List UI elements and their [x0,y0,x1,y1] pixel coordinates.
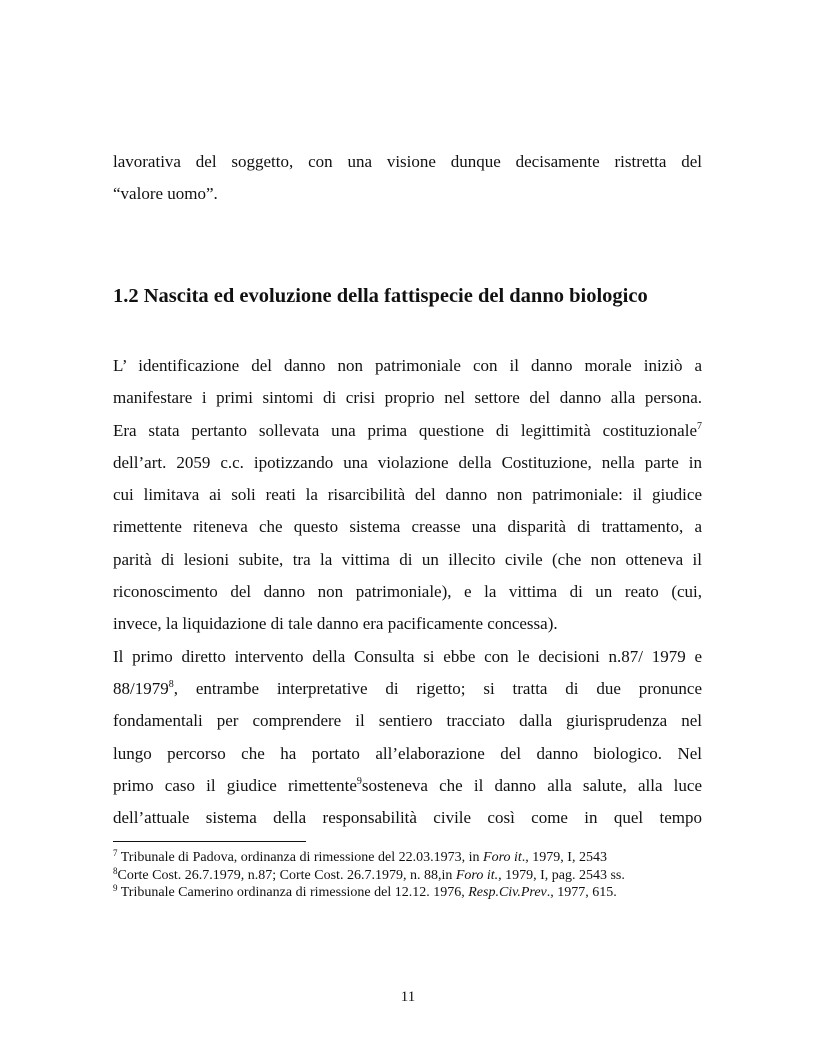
text-line: riconoscimento del danno non patrimoniale), e la vittima di un reato (cui, [113,582,702,602]
text-line: lungo percorso che ha portato all’elaborazione del danno biologico. Nel [113,743,702,763]
footnote-source: Resp.Civ.Prev [468,885,547,900]
page-number: 11 [400,989,416,1005]
footnote-7 [113,849,713,867]
footnote-text: 1979, I, pag. 2543 ss. [501,867,625,883]
text-line: dell’attuale sistema della responsabilità civile così come in quel tempo [113,808,702,828]
footnotes [113,849,713,902]
text-line: rimettente riteneva che questo sistema creasse una disparità di trattamento, a [113,517,702,537]
footnote-8 [113,867,713,885]
text-line: manifestare i primi sintomi di crisi proprio nel settore del danno alla persona. [113,388,702,408]
body-paragraphs [113,350,702,834]
text-line: Il primo diretto intervento della Consulta si ebbe con le decisioni n.87/ 1979 e [113,646,702,666]
text-line [113,415,702,447]
footnote-text: ., 1979, I, 2543 [521,850,607,865]
text-segment: primo caso il giudice rimettente [113,775,357,795]
footnote-number: 8 [113,865,118,876]
footnote-text: Tribunale di Padova, ordinanza di rimessione del 22.03.1973, in [117,850,484,865]
footnote-text: Tribunale Camerino ordinanza di rimessione del 12.12. 1976, [117,885,469,900]
text-segment: sosteneva che il danno alla salute, alla luce [361,775,702,795]
text-line: L’ identificazione del danno non patrimoniale con il danno morale iniziò a [113,356,702,375]
footnote-ref-7[interactable]: 7 [697,420,702,432]
footnote-source: Foro it., [455,867,502,883]
footnote-text: Corte Cost. 26.7.1979, n.87; Corte Cost. 26.7.1979, n. 88,in [117,867,456,883]
footnote-number: 9 [113,883,118,893]
text-line: dell’art. 2059 c.c. ipotizzando una violazione della Costituzione, nella parte in [113,452,702,472]
footnote-separator [113,841,306,842]
footnote-ref-9[interactable]: 9 [356,775,362,787]
text-segment: , entrambe interpretative di rigetto; si tratta di due pronunce [173,678,702,698]
footnote-9 [113,884,713,902]
footnote-ref-8[interactable]: 8 [168,678,174,690]
text-line: invece, la liquidazione di tale danno era pacificamente concessa). [113,614,558,634]
text-line: parità di lesioni subite, tra la vittima di un illecito civile (che non otteneva il [113,549,702,569]
section-heading: 1.2 Nascita ed evoluzione della fattispecie del danno biologico [113,285,648,307]
paragraph-continued [113,146,702,211]
text-segment: 88/1979 [113,678,169,698]
text-line: cui limitava ai soli reati la risarcibilità del danno non patrimoniale: il giudice [113,485,702,505]
text-line: “valore uomo”. [113,184,218,204]
footnote-number: 7 [113,848,118,858]
text-segment: Era stata pertanto sollevata una prima questione di legittimità costituzionale [113,420,697,440]
text-line: fondamentali per comprendere il sentiero tracciato dalla giurisprudenza nel [113,711,702,731]
footnote-text: ., 1977, 615. [546,885,617,900]
text-line [113,673,702,705]
footnote-source: Foro it [483,850,522,865]
text-line: lavorativa del soggetto, con una visione dunque decisamente ristretta del [113,152,702,171]
text-line [113,770,702,802]
